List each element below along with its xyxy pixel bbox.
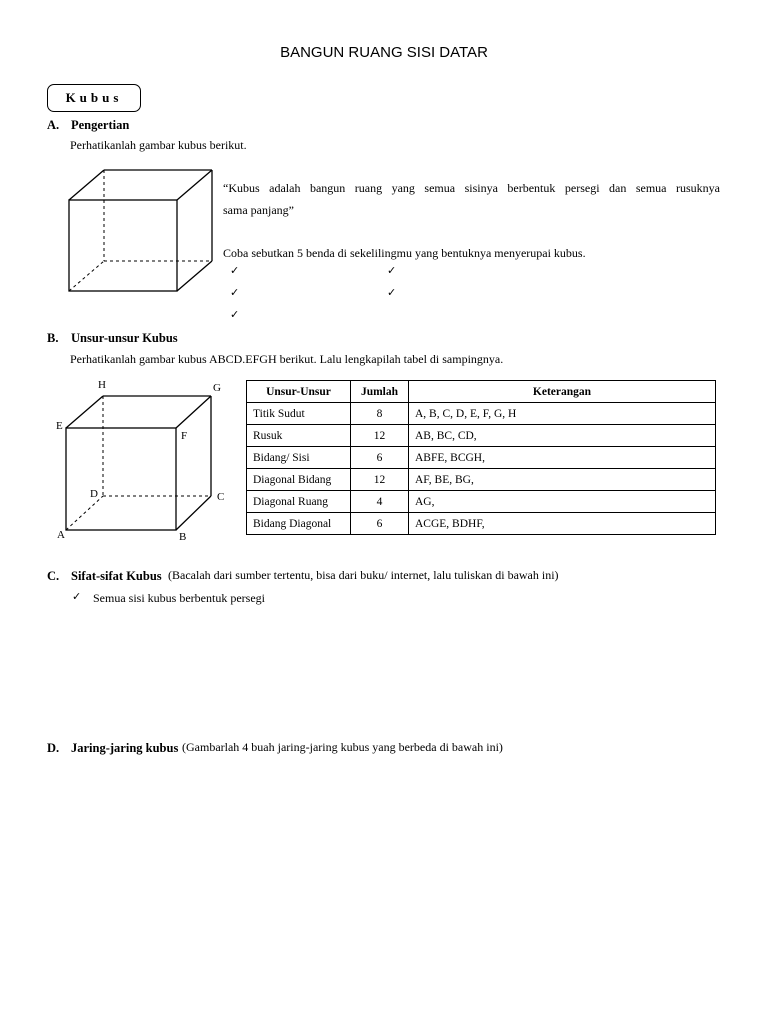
cell-keterangan: A, B, C, D, E, F, G, H — [409, 403, 716, 425]
header-jumlah: Jumlah — [351, 381, 409, 403]
section-a-heading — [47, 118, 129, 133]
vertex-label-c: C — [217, 491, 225, 503]
cube-a-edge-bottom-right — [177, 261, 212, 291]
check-icon: ✓ — [387, 265, 397, 277]
vertex-label-b: B — [179, 531, 187, 543]
table-row — [247, 513, 716, 535]
vertex-label-e: E — [56, 420, 63, 432]
cube-b-edge-AD — [66, 496, 103, 530]
vertex-label-f: F — [181, 430, 188, 442]
vertex-label-a: A — [57, 529, 65, 541]
table-row — [247, 491, 716, 513]
table-row — [247, 425, 716, 447]
cell-jumlah: 12 — [351, 469, 409, 491]
section-b-number: B. — [47, 331, 59, 345]
table-row — [247, 403, 716, 425]
definition-line-1: “Kubus adalah bangun ruang yang semua sisinya berbentuk persegi dan semua rusuknya — [223, 181, 720, 195]
objects-prompt: Coba sebutkan 5 benda di sekelilingmu yang bentuknya menyerupai kubus. — [223, 246, 586, 260]
cell-jumlah: 4 — [351, 491, 409, 513]
check-icon: ✓ — [230, 265, 240, 277]
cell-unsur: Bidang/ Sisi — [247, 447, 351, 469]
cube-a-hidden-diagonal — [69, 261, 104, 291]
vertex-label-d: D — [90, 488, 98, 500]
section-a-intro: Perhatikanlah gambar kubus berikut. — [70, 138, 247, 152]
section-b-title: Unsur-unsur Kubus — [71, 331, 178, 345]
section-c-title: Sifat-sifat Kubus — [71, 569, 162, 583]
cell-jumlah: 12 — [351, 425, 409, 447]
cell-jumlah: 8 — [351, 403, 409, 425]
check-icon: ✓ — [230, 287, 240, 299]
cell-keterangan: AG, — [409, 491, 716, 513]
vertex-label-h: H — [98, 379, 106, 391]
definition-line-2: sama panjang” — [223, 203, 294, 217]
cell-unsur: Diagonal Ruang — [247, 491, 351, 513]
check-icon: ✓ — [72, 591, 82, 603]
section-a-title: Pengertian — [71, 118, 130, 132]
table-row — [247, 447, 716, 469]
section-b-heading — [47, 331, 178, 346]
section-a-number: A. — [47, 118, 60, 132]
cube-figure-a — [60, 165, 220, 297]
unsur-kubus-table — [246, 380, 716, 535]
cell-jumlah: 6 — [351, 447, 409, 469]
section-d-number: D. — [47, 741, 60, 755]
cube-figure-abcdefgh — [55, 380, 235, 545]
section-d-title: Jaring-jaring kubus — [71, 741, 179, 755]
section-c-number: C. — [47, 569, 60, 583]
cell-keterangan: ABFE, BCGH, — [409, 447, 716, 469]
cell-keterangan: AF, BE, BG, — [409, 469, 716, 491]
vertex-label-g: G — [213, 382, 221, 394]
cube-b-front-face — [66, 428, 176, 530]
cube-b-edge-BC — [176, 496, 211, 530]
cube-b-edge-FG — [176, 396, 211, 428]
check-icon: ✓ — [230, 309, 240, 321]
cube-a-edge-top-left — [69, 170, 104, 200]
cell-unsur: Rusuk — [247, 425, 351, 447]
section-c-heading — [47, 569, 162, 584]
check-icon: ✓ — [387, 287, 397, 299]
page-title: BANGUN RUANG SISI DATAR — [280, 44, 488, 61]
table-row — [247, 469, 716, 491]
header-keterangan: Keterangan — [409, 381, 716, 403]
cell-keterangan: ACGE, BDHF, — [409, 513, 716, 535]
cube-a-front-face — [69, 200, 177, 291]
section-d-heading — [47, 741, 178, 756]
sifat-item-1: Semua sisi kubus berbentuk persegi — [93, 591, 265, 605]
cell-unsur: Diagonal Bidang — [247, 469, 351, 491]
kubus-badge: Kubus — [47, 84, 141, 112]
cell-jumlah: 6 — [351, 513, 409, 535]
cube-b-edge-EH — [66, 396, 103, 428]
header-unsur: Unsur-Unsur — [247, 381, 351, 403]
table-header-row — [247, 381, 716, 403]
cell-unsur: Titik Sudut — [247, 403, 351, 425]
cell-keterangan: AB, BC, CD, — [409, 425, 716, 447]
section-d-note: (Gambarlah 4 buah jaring-jaring kubus yang berbeda di bawah ini) — [182, 740, 503, 754]
cube-a-edge-top-right — [177, 170, 212, 200]
cell-unsur: Bidang Diagonal — [247, 513, 351, 535]
section-c-note: (Bacalah dari sumber tertentu, bisa dari buku/ internet, lalu tuliskan di bawah ini) — [168, 568, 559, 582]
section-b-intro: Perhatikanlah gambar kubus ABCD.EFGH berikut. Lalu lengkapilah tabel di sampingnya. — [70, 352, 504, 366]
